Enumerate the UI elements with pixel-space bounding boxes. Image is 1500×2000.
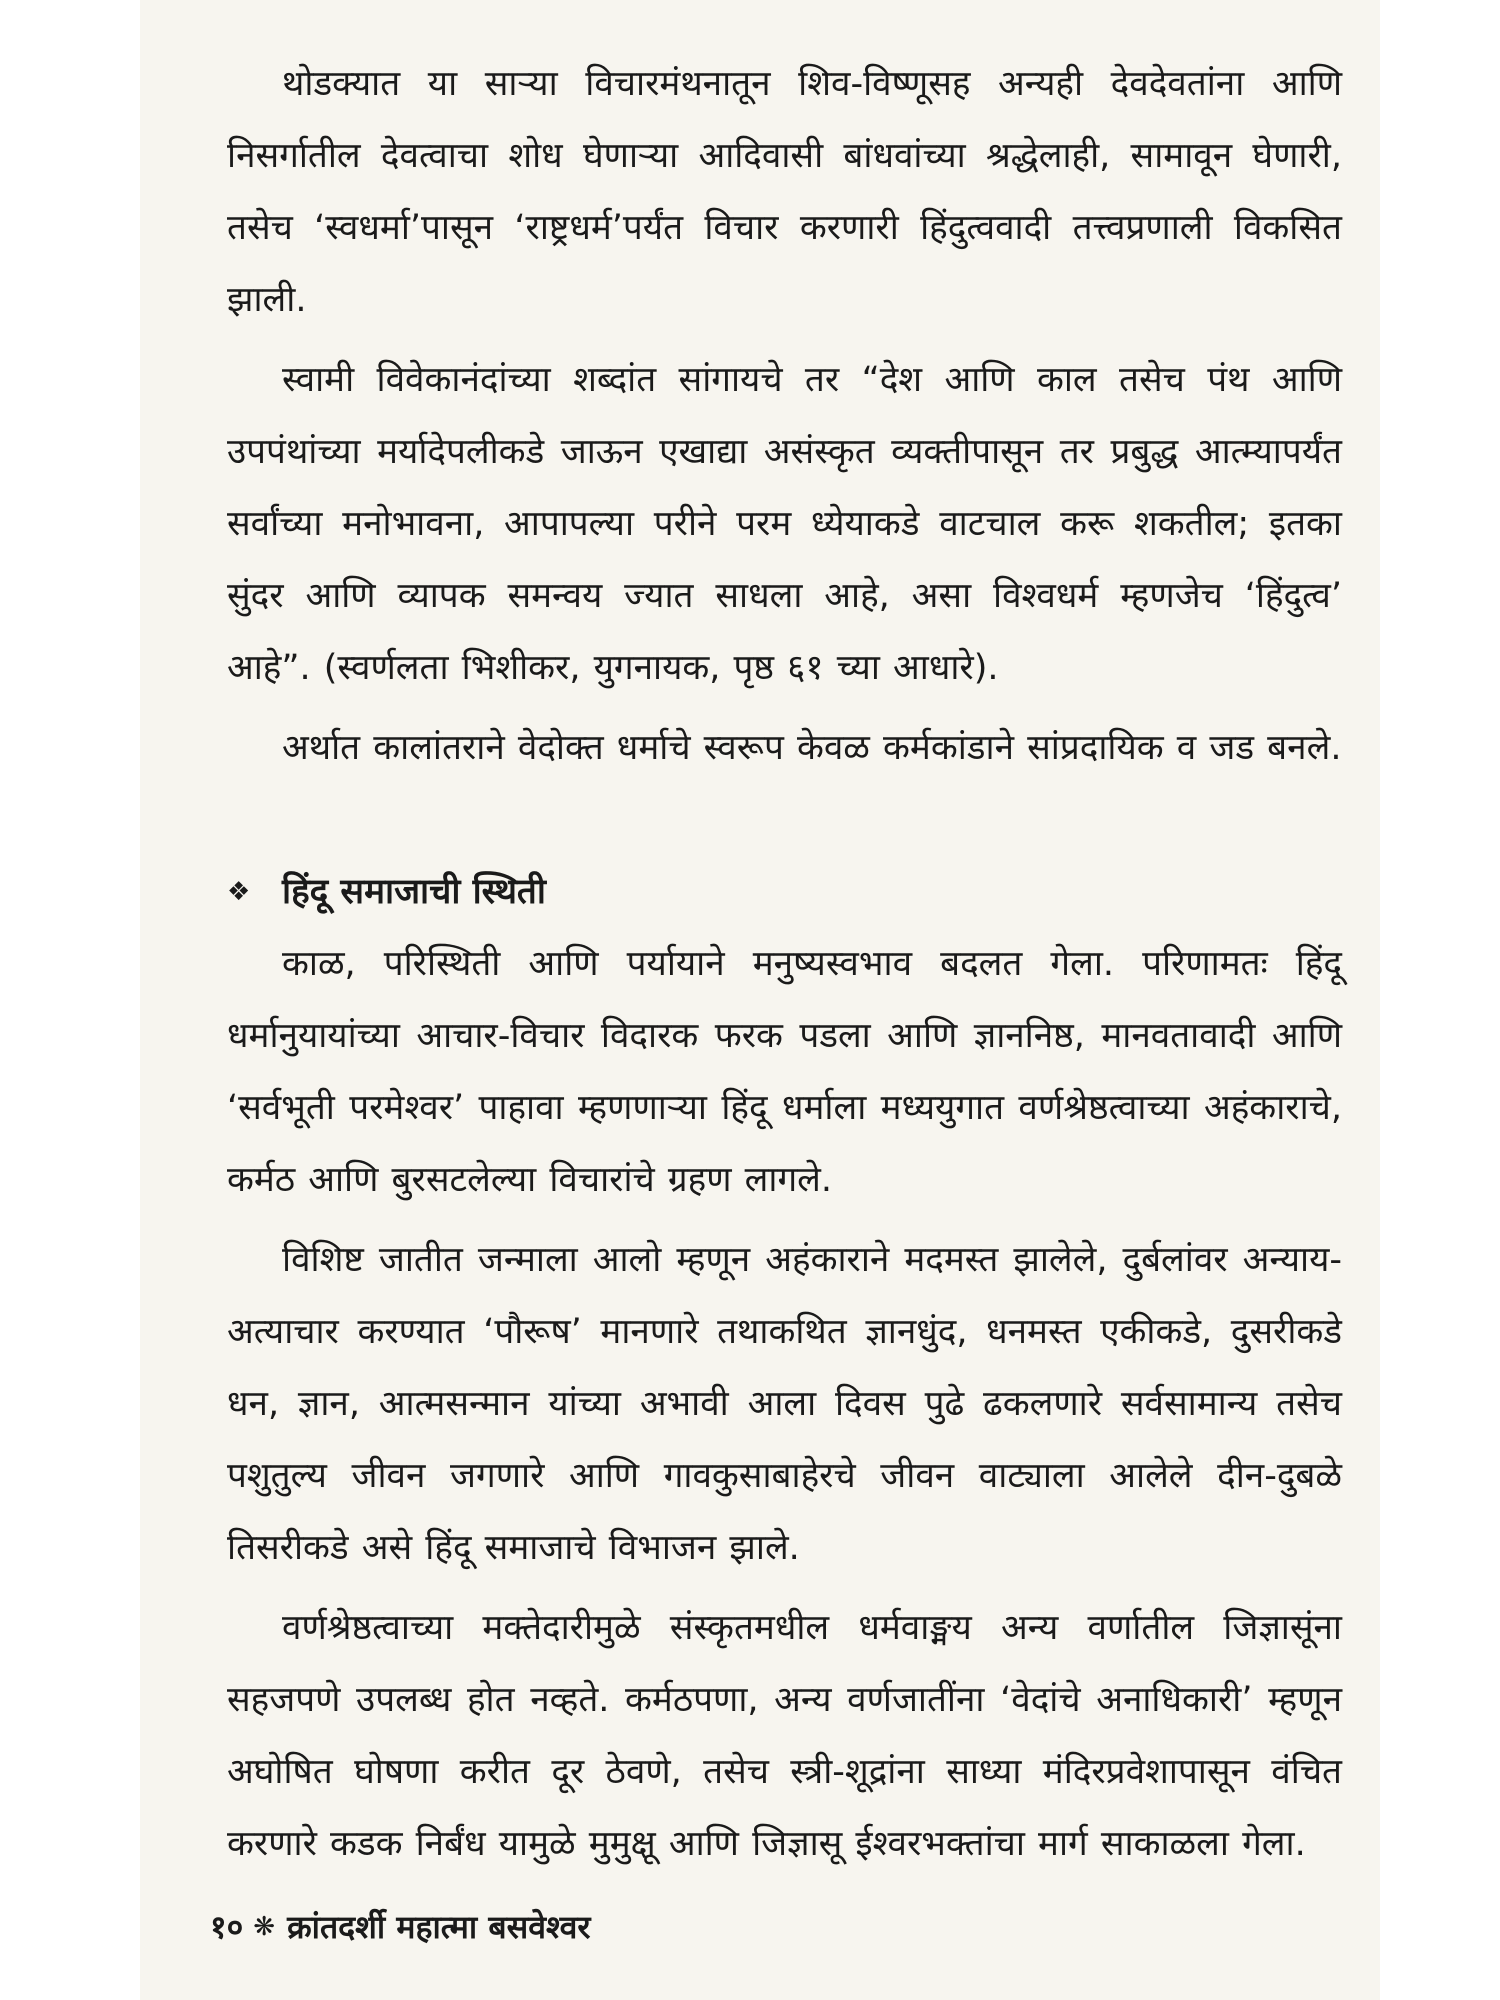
- diamond-bullet-icon: ❖: [227, 877, 251, 907]
- paragraph: काळ, परिस्थिती आणि पर्यायाने मनुष्यस्वभाव बदलत गेला. परिणामतः हिंदू धर्मानुयायांच्या आचार-विचार विदारक फरक पडला आणि ज्ञाननिष्ठ, मानवतावादी आणि ‘सर्वभूती परमेश्वर’ पाहावा म्हणणाऱ्या हिंदू धर्माला मध्ययुगात वर्णश्रेष्ठत्वाच्या अहंकाराचे, कर्मठ आणि बुरसटलेल्या विचारांचे ग्रहण लागले.: [227, 944, 1342, 1200]
- page-number: १०: [210, 1908, 244, 1946]
- paragraph: अर्थात कालांतराने वेदोक्त धर्माचे स्वरूप केवळ कर्मकांडाने सांप्रदायिक व जड बनले.: [282, 728, 1342, 768]
- page-footer: [210, 1905, 591, 1948]
- page-text: [227, 48, 1342, 1880]
- paragraph: विशिष्ट जातीत जन्माला आलो म्हणून अहंकाराने मदमस्त झालेले, दुर्बलांवर अन्याय-अत्याचार करण्यात ‘पौरूष’ मानणारे तथाकथित ज्ञानधुंद, धनमस्त एकीकडे, दुसरीकडे धन, ज्ञान, आत्मसन्मान यांच्या अभावी आला दिवस पुढे ढकलणारे सर्वसामान्य तसेच पशुतुल्य जीवन जगणारे आणि गावकुसाबाहेरचे जीवन वाट्याला आलेले दीन-दुबळे तिसरीकडे असे हिंदू समाजाचे विभाजन झाले.: [227, 1240, 1342, 1568]
- paragraph: स्वामी विवेकानंदांच्या शब्दांत सांगायचे तर “देश आणि काल तसेच पंथ आणि उपपंथांच्या मर्यादेपलीकडे जाऊन एखाद्या असंस्कृत व्यक्तीपासून तर प्रबुद्ध आत्म्यापर्यंत सर्वांच्या मनोभावना, आपापल्या परीने परम ध्येयाकडे वाटचाल करू शकतील; इतका सुंदर आणि व्यापक समन्वय ज्यात साधला आहे, असा विश्वधर्म म्हणजेच ‘हिंदुत्व’ आहे”. (स्वर्णलता भिशीकर, युगनायक, पृष्ठ ६१ च्या आधारे).: [227, 360, 1342, 688]
- paragraph: वर्णश्रेष्ठत्वाच्या मक्तेदारीमुळे संस्कृतमधील धर्मवाङ्मय अन्य वर्णातील जिज्ञासूंना सहजपणे उपलब्ध होत नव्हते. कर्मठपणा, अन्य वर्णजातींना ‘वेदांचे अनाधिकारी’ म्हणून अघोषित घोषणा करीत दूर ठेवणे, तसेच स्त्री-शूद्रांना साध्या मंदिरप्रवेशापासून वंचित करणारे कडक निर्बंध यामुळे मुमुक्षू आणि जिज्ञासू ईश्वरभक्तांचा मार्ग साकाळला गेला.: [227, 1608, 1342, 1864]
- ornament-icon: ❋: [253, 1911, 276, 1942]
- section-heading-text: हिंदू समाजाची स्थिती: [282, 872, 546, 912]
- paragraph: थोडक्यात या साऱ्या विचारमंथनातून शिव-विष्णूसह अन्यही देवदेवतांना आणि निसर्गातील देवत्वाचा शोध घेणाऱ्या आदिवासी बांधवांच्या श्रद्धेलाही, सामावून घेणारी, तसेच ‘स्वधर्मा’पासून ‘राष्ट्रधर्म’पर्यंत विचार करणारी हिंदुत्ववादी तत्त्वप्रणाली विकसित झाली.: [227, 64, 1342, 320]
- book-title: क्रांतदर्शी महात्मा बसवेश्वर: [287, 1908, 591, 1946]
- section-heading: [227, 856, 1342, 928]
